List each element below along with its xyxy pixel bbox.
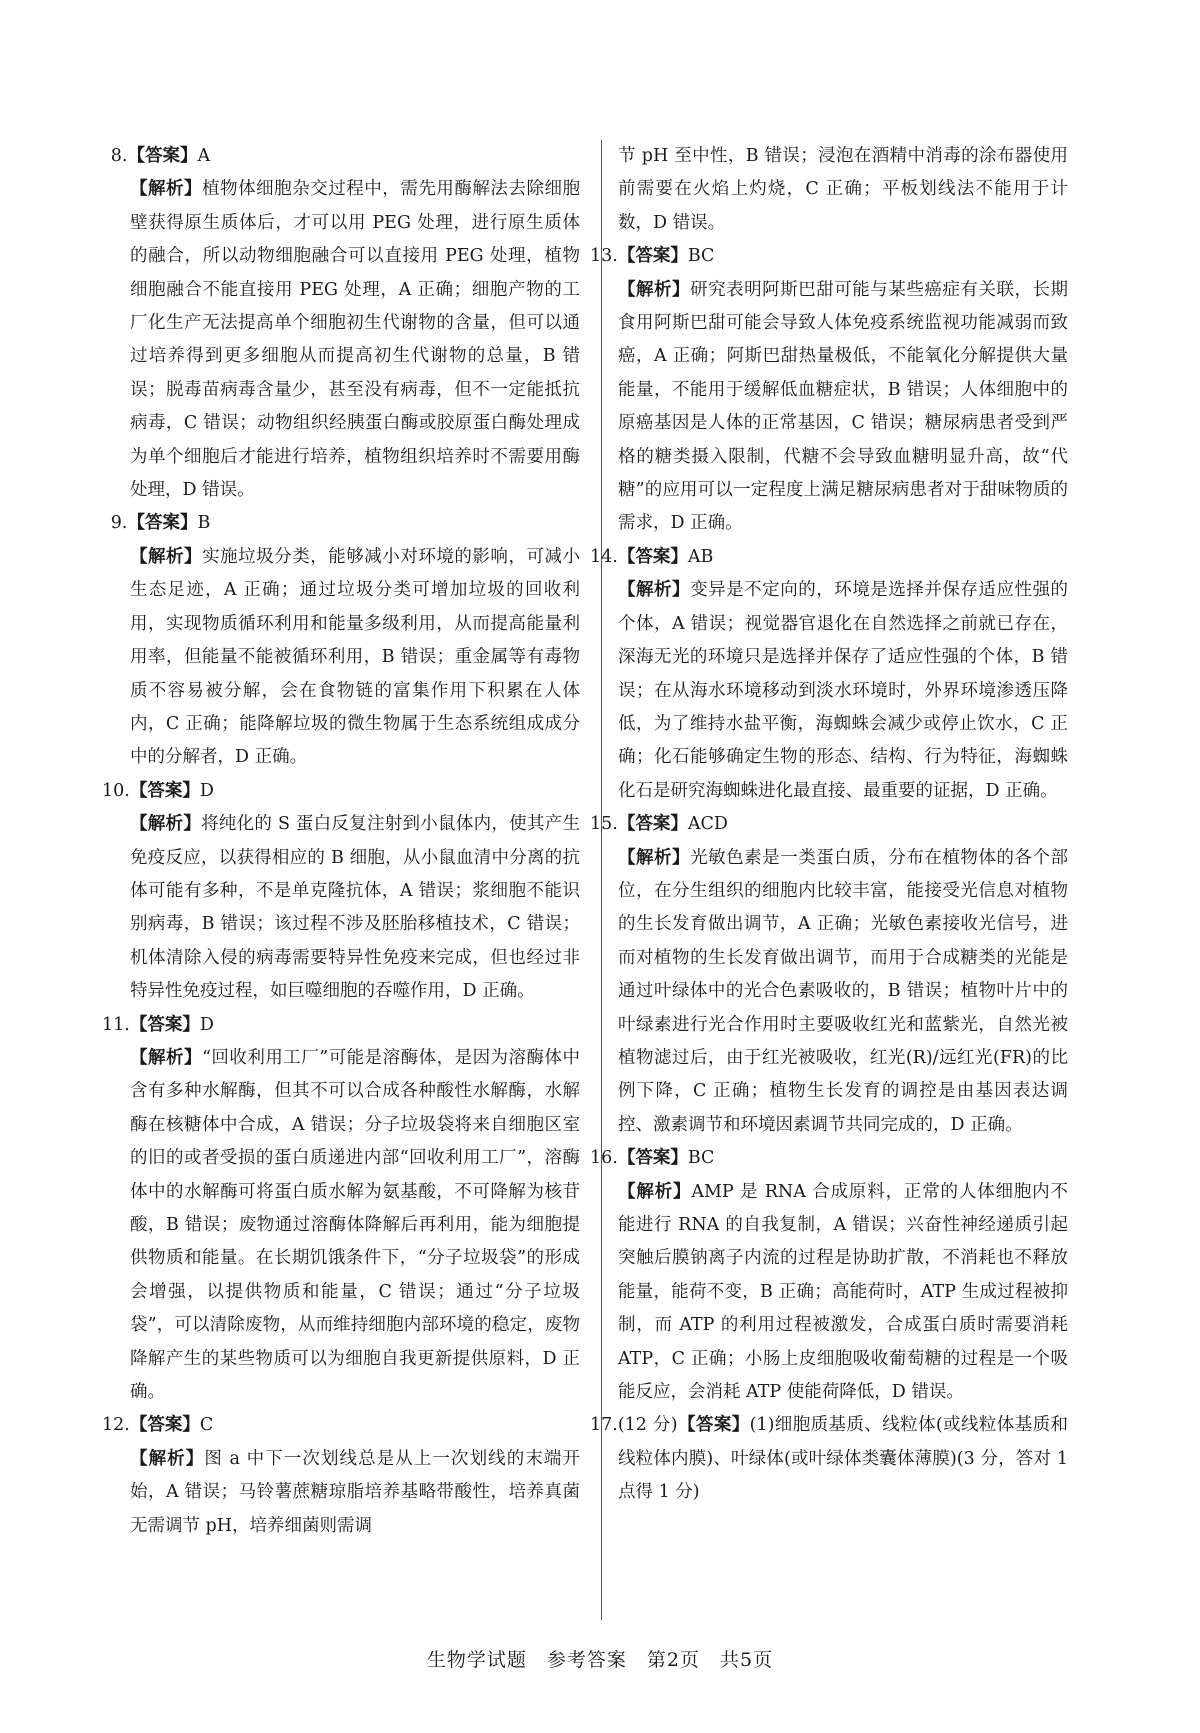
question-14 <box>590 541 1069 808</box>
answer-value: A <box>197 146 211 166</box>
analysis-block <box>130 541 580 775</box>
answer-value: D <box>199 1014 214 1035</box>
analysis-block <box>130 808 580 1008</box>
question-8 <box>110 140 581 507</box>
question-11 <box>102 1009 580 1410</box>
answer-line <box>111 507 580 540</box>
analysis-tag: 【解析】 <box>130 1448 205 1469</box>
question-number: 14. <box>590 546 618 567</box>
analysis-block <box>130 1443 580 1543</box>
answer-line <box>590 1142 1068 1175</box>
answer-tag: 【答案】 <box>127 513 198 534</box>
analysis-block <box>618 1176 1068 1410</box>
answer-line <box>590 1415 618 1435</box>
analysis-tag: 【解析】 <box>130 1047 202 1068</box>
question-number: 17. <box>590 1415 618 1436</box>
analysis-tag: 【解析】 <box>618 279 691 300</box>
analysis-text: 研究表明阿斯巴甜可能与某些癌症有关联，长期食用阿斯巴甜可能会导致人体免疫系统监视功能减弱而致癌，A 正确；阿斯巴甜热量极低，不能氧化分解提供大量能量，不能用于缓解低血糖症状，B 错误；人体细胞中的原癌基因是人体的正常基因，C 错误；糖尿病患者受到严格的糖类摄入限制，代糖不会导致血糖明显升高，故“代糖”的应用可以一定程度上满足糖尿病患者对于甜味物质的需求，D 正确。 <box>618 279 1069 534</box>
answer-tag: 【答案】 <box>617 246 688 267</box>
question-13 <box>590 240 1069 541</box>
answer-value: B <box>197 513 211 534</box>
analysis-tag: 【解析】 <box>618 1181 692 1202</box>
analysis-block <box>130 1042 580 1409</box>
answer-line <box>102 1009 580 1042</box>
footer-subject: 生物学试题 <box>426 1649 527 1671</box>
page-footer <box>0 1645 1200 1672</box>
analysis-text: 图 a 中下一次划线总是从上一次划线的末端开始，A 错误；马铃薯蔗糖琼脂培养基略带酸性，培养真菌无需调节 pH，培养细菌则需调 <box>130 1448 581 1536</box>
analysis-text: 变异是不定向的，环境是选择并保存适应性强的个体，A 错误；视觉器官退化在自然选择之前就已存在，深海无光的环境只是选择并保存了适应性强的个体，B 错误；在从海水环境移动到淡水环境时，外界环境渗透压降低，为了维持水盐平衡，海蜘蛛会减少或停止饮水，C 正确；化石能够确定生物的形态、结构、行为特征，海蜘蛛化石是研究海蜘蛛进化最直接、最重要的证据，D 正确。 <box>618 580 1069 801</box>
analysis-block <box>618 274 1068 541</box>
question-number: 8. <box>110 146 128 166</box>
question-points: (12 分) <box>617 1415 678 1436</box>
column-divider <box>601 140 602 1620</box>
answer-line <box>102 775 580 808</box>
analysis-tag: 【解析】 <box>130 546 203 567</box>
answer-line <box>590 808 1068 841</box>
analysis-text: 实施垃圾分类，能够减小对环境的影响，可减小生态足迹，A 正确；通过垃圾分类可增加垃圾的回收利用，实现物质循环利用和能量多级利用，从而提高能量利用率，但能量不能被循环利用，B 错误；重金属等有毒物质不容易被分解，会在食物链的富集作用下积累在人体内，C 正确；能降解垃圾的微生物属于生态系统组成成分中的分解者，D 正确。 <box>130 546 581 768</box>
question-12 <box>102 1409 581 1543</box>
answer-line <box>111 140 580 173</box>
answer-value: ACD <box>687 814 728 835</box>
footer-type: 参考答案 <box>546 1649 627 1671</box>
analysis-text: 光敏色素是一类蛋白质，分布在植物体的各个部位，在分生组织的细胞内比较丰富，能接受光信息对植物的生长发育做出调节，A 正确；光敏色素接收光信号，进而对植物的生长发育做出调节，而用于合成糖类的光能是通过叶绿体中的光合色素吸收的，B 错误；植物叶片中的叶绿素进行光合作用时主要吸收红光和蓝紫光，自然光被植物滤过后，由于红光被吸收，红光(R)/远红光(FR)的比例下降，C 正确；植物生长发育的调控是由基因表达调控、激素调节和环境因素调节共同完成的，D 正确。 <box>618 847 1069 1135</box>
answer-value: BC <box>687 1148 715 1169</box>
analysis-text: AMP 是 RNA 合成原料，正常的人体细胞内不能进行 RNA 的自我复制，A 错误；兴奋性神经递质引起突触后膜钠离子内流的过程是协助扩散，不消耗也不释放能量，能荷不变，B 正确；高能荷时，ATP 生成过程被抑制，而 ATP 的利用过程被激发，合成蛋白质时需要消耗 ATP，C 正确；小肠上皮细胞吸收葡萄糖的过程是一个吸能反应，会消耗 ATP 使能荷降低，D 错误。 <box>618 1181 1068 1403</box>
analysis-tag: 【解析】 <box>130 179 203 200</box>
question-number: 11. <box>102 1014 130 1035</box>
answer-tag: 【答案】 <box>617 1148 688 1169</box>
answer-tag: 【答案】 <box>129 1014 200 1035</box>
analysis-block <box>618 574 1068 808</box>
question-number: 9. <box>110 513 128 534</box>
answer-tag: 【答案】 <box>617 546 688 567</box>
analysis-text: 植物体细胞杂交过程中，需先用酶解法去除细胞壁获得原生质体后，才可以用 PEG 处理，进行原生质体的融合，所以动物细胞融合可以直接用 PEG 处理，植物细胞融合不能直接用 PEG 处理，A 正确；细胞产物的工厂化生产无法提高单个细胞初生代谢物的含量，但可以通过培养得到更多细胞从而提高初生代谢物的总量，B 错误；脱毒苗病毒含量少，甚至没有病毒，但不一定能抵抗病毒，C 错误；动物组织经胰蛋白酶或胶原蛋白酶处理成为单个细胞后才能进行培养，植物组织培养时不需要用酶处理，D 错误。 <box>130 179 581 501</box>
answer-tag: 【答案】 <box>127 146 198 166</box>
question-15 <box>590 808 1069 1142</box>
analysis-block <box>130 173 580 507</box>
answer-line <box>102 1409 580 1442</box>
footer-page-number: 第2页 <box>646 1649 701 1671</box>
answer-value: C <box>199 1415 214 1436</box>
question-number: 15. <box>590 814 618 835</box>
analysis-text: “回收利用工厂”可能是溶酶体，是因为溶酶体中含有多种水解酶，但其不可以合成各种酸性水解酶，水解酶在核糖体中合成，A 错误；分子垃圾袋将来自细胞区室的旧的或者受损的蛋白质递进内部“回收利用工厂”，溶酶体中的水解酶可将蛋白质水解为氨基酸，不可降解为核苷酸，B 错误；废物通过溶酶体降解后再利用，能为细胞提供物质和能量。在长期饥饿条件下，“分子垃圾袋”的形成会增强，以提供物质和能量，C 错误；通过“分子垃圾袋”，可以清除废物，从而维持细胞内部环境的稳定，废物降解产生的某些物质可以为细胞自我更新提供原料，D 正确。 <box>130 1047 580 1403</box>
analysis-text: 将纯化的 S 蛋白反复注射到小鼠体内，使其产生免疫反应，以获得相应的 B 细胞，从小鼠血清中分离的抗体可能有多种，不是单克隆抗体，A 错误；浆细胞不能识别病毒，B 错误；该过程不涉及胚胎移植技术，C 错误；机体清除入侵的病毒需要特异性免疫来完成，但也经过非特异性免疫过程，如巨噬细胞的吞噬作用，D 正确。 <box>130 814 580 1002</box>
question-number: 12. <box>102 1415 130 1436</box>
right-column <box>590 140 1069 1510</box>
question-number: 10. <box>102 780 130 801</box>
answer-line <box>590 541 1068 574</box>
answer-tag: 【答案】 <box>129 780 200 801</box>
question-17 <box>590 1409 1068 1509</box>
answer-value: D <box>199 780 214 801</box>
question-16 <box>590 1142 1068 1409</box>
left-column <box>102 140 581 1543</box>
answer-value: AB <box>687 546 714 567</box>
footer-total-pages: 共5页 <box>720 1649 774 1671</box>
answer-tag: 【答案】 <box>677 1415 750 1436</box>
question-10 <box>102 775 580 1009</box>
analysis-tag: 【解析】 <box>130 814 202 835</box>
analysis-tag: 【解析】 <box>618 580 691 601</box>
answer-tag: 【答案】 <box>617 814 688 835</box>
answer-value: (1)细胞质基质、线粒体(或线粒体基质和线粒体内膜)、叶绿体(或叶绿体类囊体薄膜)(3 分，答对 1 点得 1 分) <box>618 1415 1068 1503</box>
question-number: 13. <box>590 246 618 267</box>
answer-value: BC <box>687 246 715 267</box>
continued-analysis-text: 节 pH 至中性，B 错误；浸泡在酒精中消毒的涂布器使用前需要在火焰上灼烧，C 正确；平板划线法不能用于计数，D 错误。 <box>618 146 1068 233</box>
question-9 <box>110 507 581 774</box>
analysis-block <box>618 842 1068 1143</box>
answer-tag: 【答案】 <box>129 1415 200 1436</box>
question-number: 16. <box>590 1148 618 1169</box>
answer-line <box>590 240 1068 273</box>
analysis-tag: 【解析】 <box>618 847 691 868</box>
